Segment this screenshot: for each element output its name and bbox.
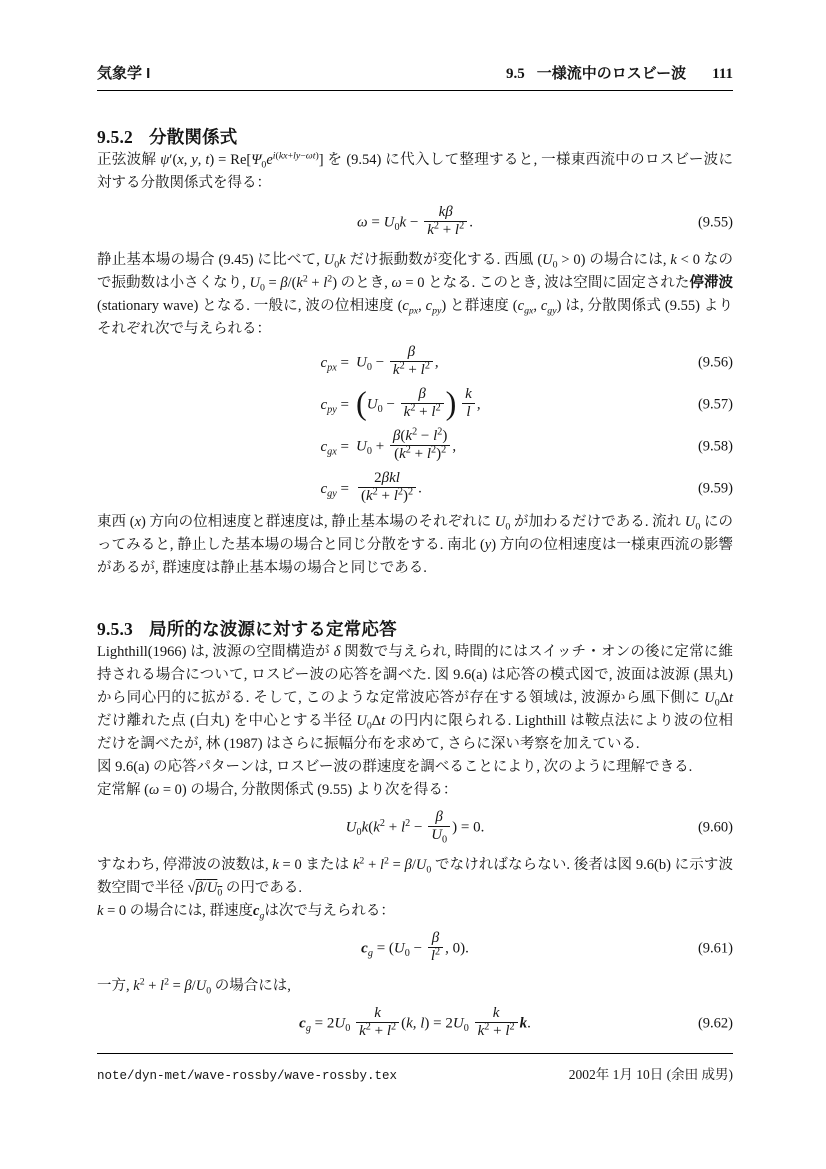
equation-9-57 bbox=[97, 385, 733, 425]
equation-9-61 bbox=[97, 929, 733, 969]
paragraph-stationary-wave: 静止基本場の場合 (9.45) に比べて, $U_0k$ だけ振動数が変化する. 西風 $(U_0 > 0)$ の場合には, k < 0 なので振動数は小さくなり, $U_0 = \beta/(k^2 + l^2)$ のとき, ω = 0 となる. このとき, 波は空間に固定された停滞波 (stationary wave) となる. 一般に, 波の位相速度 ($c_{px}$, $c_{py}$) と群速度 ($c_{gx}$, $c_{gy}$) は, 分散関係式 (9.55) よりそれぞれ次で与えられる： bbox=[97, 252, 734, 337]
equation-number: (9.61) bbox=[697, 940, 733, 957]
equation-number: (9.58) bbox=[697, 438, 733, 455]
section-heading-9-5-2 bbox=[97, 124, 733, 149]
equation-lhs: $c_{py}$ = bbox=[320, 396, 349, 416]
equation-rhs: ($U_0$ − $\frac{\beta}{k^2 + l^2}$ ) $\frac{k}{l}$ , bbox=[356, 385, 481, 421]
equation-rhs: $U_0$ + $\frac{\beta(k^2 - l^2)}{(k^2 + l^2)^2}$ , bbox=[356, 426, 457, 462]
equation-lhs: $c_{gx}$ = bbox=[320, 438, 349, 458]
header-section-number: 9.5 bbox=[505, 66, 525, 82]
paragraph-response-pattern: 図 9.6(a) の応答パターンは, ロスビー波の群速度を調べることにより, 次のように理解できる. bbox=[97, 759, 693, 775]
equation-number: (9.59) bbox=[697, 480, 733, 497]
equation-9-59 bbox=[97, 469, 733, 509]
page-content bbox=[97, 62, 733, 1050]
equation-body: $\omega = U_0k$ − $\frac{k\beta}{k^2 + l^2}$ . bbox=[357, 204, 473, 238]
equation-body: $c_g = 2U_0$ $\frac{k}{k^2 + l^2}$ (k, $l) = 2U_0$ $\frac{k}{k^2 + l^2}$ k. bbox=[299, 1005, 531, 1039]
equation-9-58 bbox=[97, 427, 733, 467]
section-number: 9.5.2 bbox=[97, 127, 133, 147]
equation-rhs: $U_0$ − $\frac{\beta}{k^2 + l^2}$ , bbox=[356, 344, 439, 378]
equation-number: (9.57) bbox=[697, 396, 733, 413]
equation-lhs: $c_{px}$ = bbox=[320, 354, 349, 374]
equation-9-60 bbox=[97, 808, 733, 848]
equation-9-62 bbox=[97, 1004, 733, 1044]
header-section-info bbox=[506, 62, 733, 83]
equation-number: (9.55) bbox=[697, 214, 733, 231]
paragraph-stationary-wavenumber: すなわち, 停滞波の波数は, k = 0 または $k^2 + l^2 = \beta/U_0$ でなければならない. 後者は図 9.6(b) に示す波数空間で半径 $√\beta/U_0$ の円である. bbox=[97, 855, 734, 899]
page-footer bbox=[97, 1053, 733, 1083]
footer-date-author: 2002年 1月 10日 (余田 成男) bbox=[568, 1067, 733, 1082]
paragraph-lighthill: Lighthill(1966) は, 波源の空間構造が δ 関数で与えられ, 時間的にはスイッチ・オンの後に定常に維持される場合について, ロスビー波の応答を調べた. 図 9.6(a) は応答の模式図で, 波面は波源 (黒丸) から同心円的に拡がる. そして, このような定常波応答が存在する領域は, 波源から風下側に $U_0\Delta t$ だけ離れた点 (白丸) を中心とする半径 $U_0\Delta t$ の円内に限られる. Lighthill は鞍点法により波の位相だけを調べたが, 林 (1987) はさらに振幅分布を求めて, さらに深い考察を加えている. bbox=[97, 644, 734, 752]
header-page-number: 111 bbox=[712, 66, 733, 82]
header-course-title: 気象学 I bbox=[97, 65, 151, 82]
paragraph-phase-group-speed: 東西 (x) 方向の位相速度と群速度は, 静止基本場のそれぞれに $U_0$ が加わるだけである. 流れ $U_0$ にのってみると, 静止した基本場の場合と同じ分散をする. 南北 (y) 方向の位相速度は一様東西流の影響があるが, 群速度は静止基本場の場合と同じである. bbox=[97, 514, 734, 576]
section-title: 局所的な波源に対する定常応答 bbox=[149, 619, 397, 639]
equation-number: (9.60) bbox=[697, 819, 733, 836]
equation-9-56 bbox=[97, 343, 733, 383]
equation-lhs: $c_{gy}$ = bbox=[320, 480, 349, 500]
paragraph-steady-solution: 定常解 (ω = 0) の場合, 分散関係式 (9.55) より次を得る： bbox=[97, 782, 458, 798]
equation-number: (9.62) bbox=[697, 1015, 733, 1032]
equation-number: (9.56) bbox=[697, 354, 733, 371]
section-title: 分散関係式 bbox=[149, 127, 238, 147]
section-number: 9.5.3 bbox=[97, 619, 133, 639]
paragraph-circle-case: 一方, $k^2 + l^2 = \beta/U_0$ の場合には, bbox=[97, 976, 291, 997]
header-section-title: 一様流中のロスビー波 bbox=[536, 65, 687, 82]
footer-file-path: note/dyn-met/wave-rossby/wave-rossby.tex bbox=[97, 1069, 398, 1083]
equation-rhs: $\frac{\text{2βkl}}{(k^2 + l^2)^2}$ . bbox=[349, 472, 733, 506]
section-heading-9-5-3 bbox=[97, 616, 733, 641]
paragraph-k-zero-case: k = 0 の場合には, 群速度$c_g$は次で与えられる： bbox=[97, 903, 395, 922]
equation-body: $c_g = (U_0$ − $\frac{\beta}{l^2}$ , 0). bbox=[361, 930, 469, 964]
paragraph-sine-wave-solution: 正弦波解 ψ′(x, y, $t) = Re[\Psi_0e^{i(kx+ly-\omega t)}]$ を (9.54) に代入して整理すると, 一様東西流中のロスビー波に対する分散関係式を得る： bbox=[97, 150, 734, 191]
equation-9-55 bbox=[97, 203, 733, 243]
equation-body: $U_0k(k^2 + l^2$ − $\frac{\beta}{U_0}$ ) = 0. bbox=[345, 809, 485, 846]
page-header bbox=[97, 62, 733, 91]
